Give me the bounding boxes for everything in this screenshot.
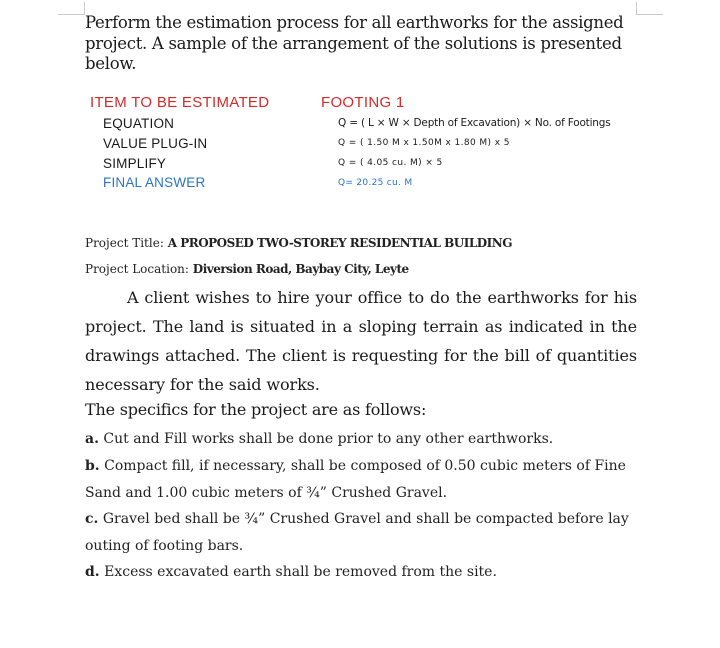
specific-marker: c. — [85, 511, 99, 527]
specific-marker: a. — [85, 431, 99, 447]
sample-row-label: SIMPLIFY — [103, 156, 167, 171]
specific-text: Cut and Fill works shall be done prior to any other earthworks. — [103, 431, 554, 447]
sample-row-equation — [90, 116, 650, 136]
page-corner-mark-left — [58, 2, 85, 15]
specific-item-a — [85, 426, 645, 453]
sample-row-value: Q = ( 4.05 cu. M) × 5 — [338, 158, 443, 168]
sample-solution-table — [90, 94, 650, 204]
description-text: A client wishes to hire your office to do the earthworks for his project. The land is situated in a sloping terrain as indicated in the drawings attached. The client is requesting for the bill of quantities necessary for the said works. — [85, 288, 637, 394]
description-paragraph — [85, 283, 637, 399]
sample-row-value-plug-in — [90, 136, 650, 156]
sample-row-value: Q= 20.25 cu. M — [338, 178, 413, 188]
project-location-value: Diversion Road, Baybay City, Leyte — [192, 262, 409, 276]
project-title-line — [85, 236, 512, 250]
sample-row-value: Q = ( 1.50 M x 1.50M x 1.80 M) x 5 — [338, 138, 510, 148]
specific-item-b — [85, 453, 645, 506]
project-location-line — [85, 262, 409, 276]
specific-marker: d. — [85, 564, 100, 580]
sample-row-final-answer — [90, 175, 650, 195]
sample-row-label: VALUE PLUG-IN — [103, 136, 208, 151]
sample-row-value: Q = ( L × W × Depth of Excavation) × No. of Footings — [338, 117, 611, 129]
specific-item-d — [85, 559, 645, 586]
project-title-label: Project Title: — [85, 236, 164, 250]
sample-header-value: FOOTING 1 — [321, 94, 405, 111]
specific-text: Compact fill, if necessary, shall be composed of 0.50 cubic meters of Fine Sand and 1.00 cubic meters of ¾” Crushed Gravel. — [85, 458, 626, 501]
specifics-intro: The specifics for the project are as follows: — [85, 400, 427, 419]
sample-row-simplify — [90, 156, 650, 176]
sample-row-label: EQUATION — [103, 116, 175, 131]
sample-row-label: FINAL ANSWER — [103, 175, 206, 190]
project-title-value: A PROPOSED TWO-STOREY RESIDENTIAL BUILDING — [167, 236, 512, 250]
specific-marker: b. — [85, 458, 100, 474]
project-location-label: Project Location: — [85, 262, 189, 276]
specific-text: Excess excavated earth shall be removed from the site. — [104, 564, 497, 580]
specific-text: Gravel bed shall be ¾” Crushed Gravel and shall be compacted before lay outing of footing bars. — [85, 511, 629, 554]
specific-item-c — [85, 506, 645, 559]
sample-header-row — [90, 94, 650, 114]
sample-header-label: ITEM TO BE ESTIMATED — [90, 94, 270, 111]
intro-paragraph: Perform the estimation process for all earthworks for the assigned project. A sample of the arrangement of the solutions is presented below. — [85, 13, 624, 73]
